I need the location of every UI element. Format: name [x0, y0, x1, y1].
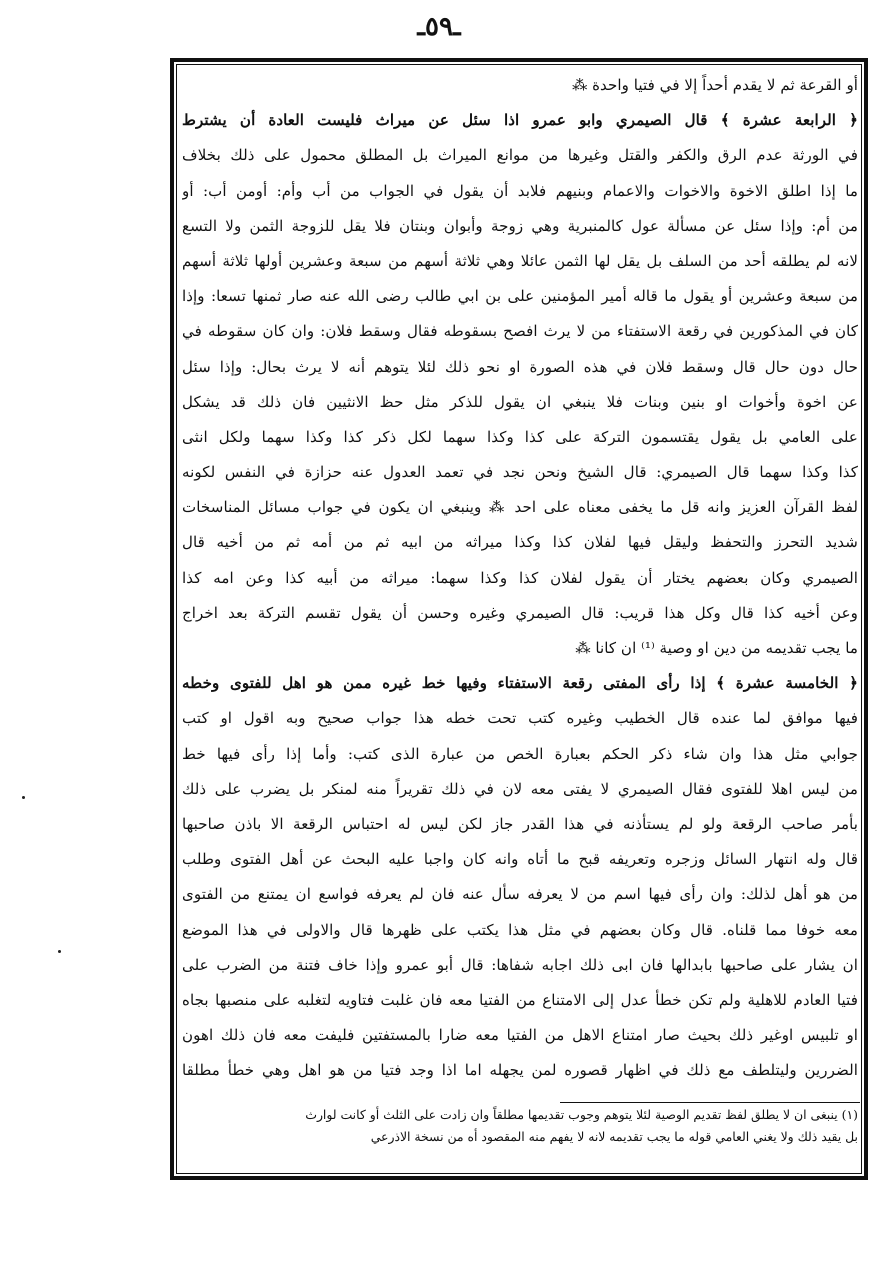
text-line: ﴿ الخامسة عشرة ﴾ إذا رأى المفتى رقعة الاستفتاء وفيها خط غيره ممن هو اهل للفتوى وخطه [182, 674, 858, 693]
text-line: من هو أهل لذلك: وان رأى فيها اسم من لا يعرفه سأل عنه فان لم يعرفه فواسع ان يمتنع من الفتوى [182, 885, 858, 904]
text-line: كان في المذكورين في رقعة الاستفتاء من لا يرث افصح بسقوطه فقال وسقط فلان: وان كان سقوطه في [182, 322, 858, 341]
scan-speck [22, 796, 25, 799]
text-line: وعن أخيه كذا قال وكل هذا قريب: قال الصيمري وغيره وحسن أن يقول تقسم التركة بعد اخراج [182, 603, 858, 622]
text-line: الضررين وليتلطف مع ذلك في اظهار قصوره لمن يجهله اما اذا وجد فتيا من هو اهل وهي خطأ مطلقا [182, 1061, 858, 1080]
text-line: جوابي مثل هذا وان شاء ذكر الحكم بعبارة الخص من عبارة الذى كتب: وأما إذا رأى فيها خط [182, 744, 858, 763]
text-line: شديد التحرز والتحفظ وليقل فيها لفلان كذا وكذا ميراثه من ابيه ثم من أمه ثم من أخيه قال [182, 533, 858, 552]
text-line: ما إذا اطلق الاخوة والاخوات والاعمام وبنيهم فلابد أن يقول في الجواب من أب وأم: أومن أب: أو [182, 181, 858, 200]
text-line: في الورثة عدم الرق والكفر والقتل وغيرها من موانع الميراث بل المطلق محمول على ذلك بخلاف [182, 146, 858, 165]
text-line: على العامي بل يقول يقتسمون التركة على كذا وكذا سهما لكل ذكر كذا وكذا سهما ولكل انثى [182, 427, 858, 446]
text-line: قال وله انتهار السائل وزجره وتعريفه قبح ما أتاه وانه كان واجبا عليه البحث عن أهل الفتوى وطلب [182, 850, 858, 869]
footnote-line: (١) ينبغى ان لا يطلق لفظ تقديم الوصية لئلا يتوهم وجوب تقديمها مطلقاً وان زادت على الثلث أو كانت لوارث [305, 1107, 858, 1122]
text-line: من ليس اهلا للفتوى فقال الصيمري لا يفتى معه لان في ذلك تقريراً منه لمنكر بل يضرب على ذلك [182, 779, 858, 798]
text-line: لفظ القرآن العزيز وانه قل ما يخفى معناه على احد ⁂ وينبغي ان يكون في جواب مسائل المناسخات [182, 498, 858, 517]
text-line: من سبعة وعشرين أو يقول ما قاله أمير المؤمنين على بن ابي طالب رضى الله عنه صار ثمنها تسعا: وإذا [182, 287, 858, 306]
text-line: أو القرعة ثم لا يقدم أحداً إلا في فتيا واحدة ⁂ [572, 76, 858, 94]
text-line: فتيا العادم للاهلية ولم تكن خطأ عدل إلى الامتناع من الفتيا معه فان غلبت فتاويه لتغلبه على منصبها بجاه [182, 990, 858, 1009]
footnotes [182, 1104, 858, 1148]
scan-speck [58, 950, 61, 953]
page-number: ـ٥٩ـ [417, 12, 461, 42]
text-line: حال دون حال قال وسقط فلان في هذه الصورة او نحو ذلك لئلا يتوهم أنه لا يرث بحال: وإذا سئل [182, 357, 858, 376]
text-line: ما يجب تقديمه من دين او وصية ⁽¹⁾ ان كانا ⁂ [575, 639, 858, 657]
text-line: ﴿ الرابعة عشرة ﴾ قال الصيمري وابو عمرو اذا سئل عن ميراث فليست العادة أن يشترط [182, 111, 858, 130]
text-line: معه خوفا مما قلناه. قال وكان بعضهم في مثل هذا يكتب على ظهرها قال والاولى في هذا الموضع [182, 920, 858, 939]
text-line: او تلبيس اوغير ذلك بحيث صار امتناع الاهل من الفتيا معه ضارا بالمستفتين فليفت معه فان ذلك اهون [182, 1026, 858, 1045]
text-line: من أم: وإذا سئل عن مسألة عول كالمنبرية وهي زوجة وأبوان وبنتان فلا يقل للزوجة الثمن ولا التسع [182, 216, 858, 235]
main-text [182, 68, 858, 1088]
bottom-rule [170, 1178, 868, 1180]
text-line: عن اخوة وأخوات او بنين وبنات فلا ينبغي ان يقول للذكر مثل حظ الانثيين فان ذلك قد يشكل [182, 392, 858, 411]
text-line: ان يشار على صاحبها بابدالها فان ابى ذلك اجابه شفاها: قال أبو عمرو وإذا خاف فتنة من الضرب على [182, 955, 858, 974]
text-line: كذا وكذا سهما قال الصيمري: قال الشيخ ونحن نجد في تعمد العدول عنه حزازة في النفس لكونه [182, 463, 858, 482]
text-line: بأمر صاحب الرقعة ولو لم يستأذنه في هذا القدر جاز لكن ليس له احتباس الرقعة الا باذن صاحبها [182, 814, 858, 833]
footnote-divider [560, 1102, 860, 1103]
text-line: الصيمري وكان بعضهم يختار أن يقول لفلان كذا وكذا سهما: ميراثه من أبيه كذا وعن امه كذا [182, 568, 858, 587]
text-line: فيها موافق لما عنده قال الخطيب وغيره كتب تحت خطه هذا جواب صحيح وبه اقول او كتب [182, 709, 858, 728]
text-line: لانه لم يطلقه أحد من السلف بل يقل لها الثمن عائلا وهي ثلاثة أسهم من سبعة وعشرين أولها ثلاثة أسهم [182, 251, 858, 270]
footnote-line: بل يقيد ذلك ولا يغني العامي قوله ما يجب تقديمه لانه لا يفهم منه المقصود أه من نسخة الاذرعي [370, 1129, 858, 1144]
